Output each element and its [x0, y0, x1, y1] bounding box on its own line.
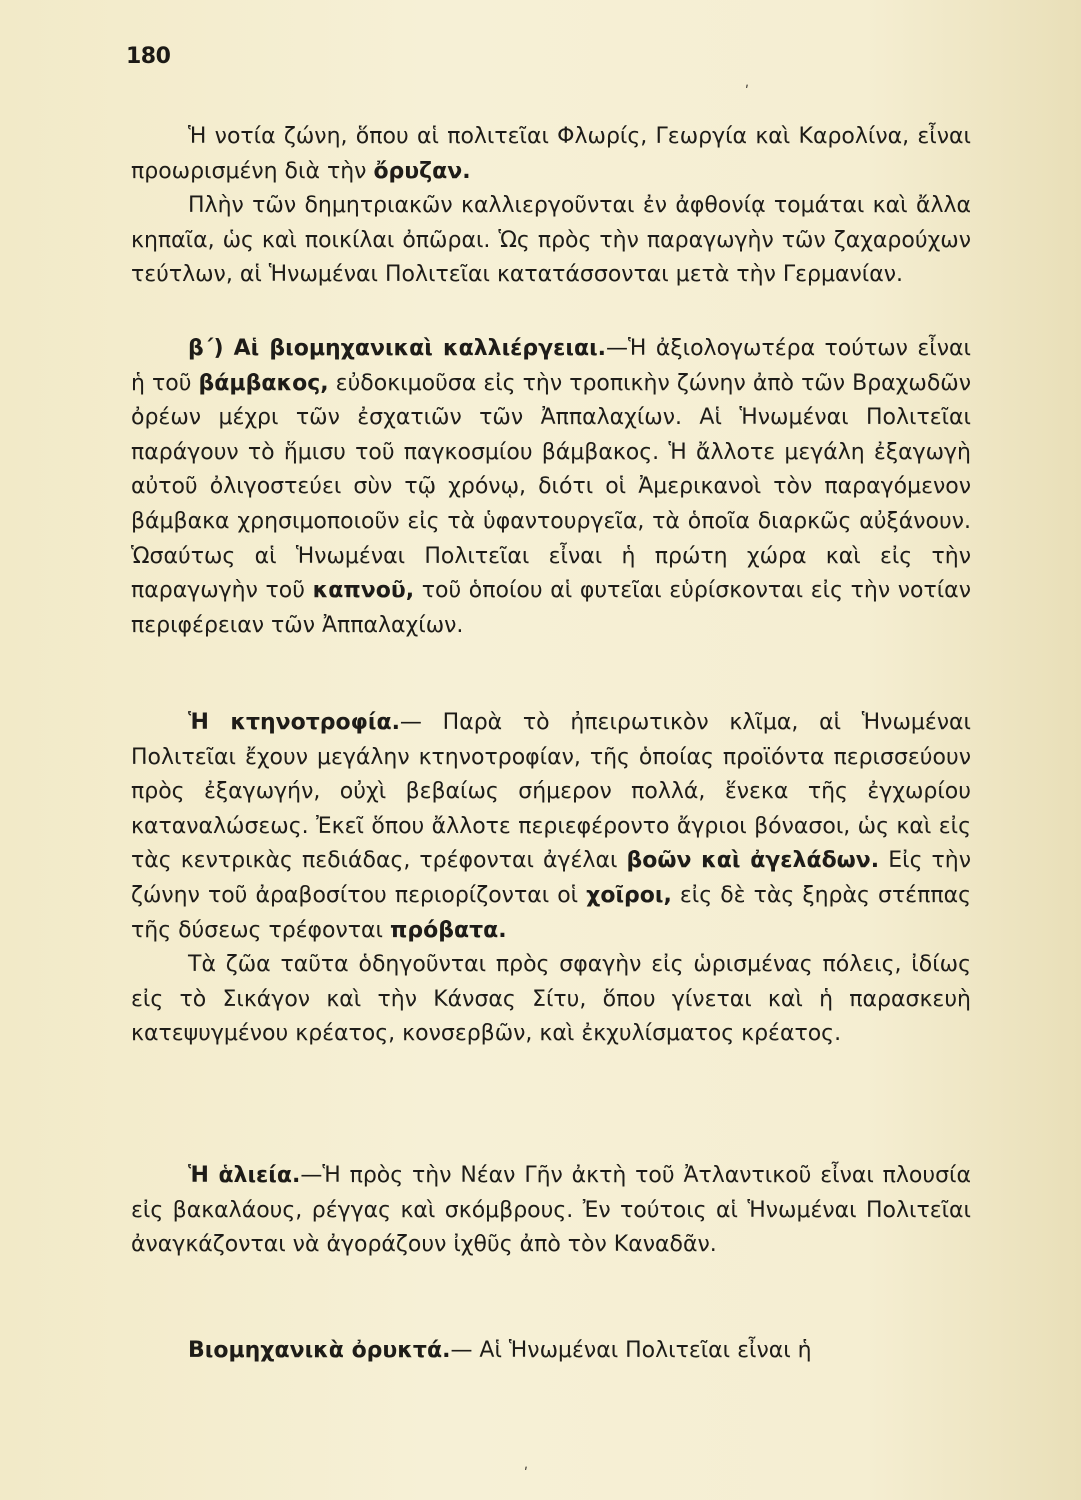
- section-fishing: [131, 1159, 971, 1263]
- section-heading: Βιομηχανικὰ ὀρυκτά.: [188, 1338, 451, 1363]
- section-heading: Ἡ κτηνοτροφία.: [188, 710, 400, 735]
- bold-term: ὄρυζαν.: [373, 158, 471, 184]
- paragraph-text: Εἰς τὴν ζώνην τοῦ ἀραβοσίτου περιορίζονται οἱ: [131, 848, 972, 908]
- section-minerals: [131, 1334, 971, 1369]
- section-livestock: [131, 706, 971, 1052]
- section-heading: Ἡ ἁλιεία.: [188, 1163, 301, 1188]
- paragraph: [131, 1159, 971, 1263]
- paragraph: [131, 706, 971, 948]
- print-speck: ʹ: [745, 84, 749, 100]
- paragraph-text: Πλὴν τῶν δημητριακῶν καλλιεργοῦνται ἐν ἀφθονίᾳ τομάται καὶ ἄλλα κηπαῖα, ὡς καὶ ποικίλαι ὀπῶραι. Ὡς πρὸς τὴν παραγωγὴν τῶν ζαχαρούχων τεύτλων, αἱ Ἡνωμέναι Πολιτεῖαι κατατάσσονται μετὰ τὴν Γερμανίαν.: [131, 193, 971, 288]
- paragraph-text: — Αἱ Ἡνωμέναι Πολιτεῖαι εἶναι ἡ: [450, 1338, 812, 1363]
- section-heading: β΄) Αἱ βιομηχανικαὶ καλλιέργειαι.: [188, 336, 607, 361]
- bold-term: καπνοῦ,: [312, 578, 415, 604]
- bold-term: χοῖροι,: [586, 882, 672, 908]
- bold-term: βάμβακος,: [198, 370, 329, 396]
- paragraph: [131, 189, 971, 293]
- paragraph-text: —Ἡ ἀξιολογωτέρα τούτων εἶναι ἡ τοῦ: [131, 336, 971, 396]
- paragraph-text: Τὰ ζῶα ταῦτα ὁδηγοῦνται πρὸς σφαγὴν εἰς ὡρισμένας πόλεις, ἰδίως εἰς τὸ Σικάγον καὶ τὴν Κάνσας Σίτυ, ὅπου γίνεται καὶ ἡ παρασκευὴ κατεψυγμένου κρέατος, κονσερβῶν, καὶ ἐκχυλίσματος κρέατος.: [131, 952, 971, 1047]
- page-number: 180: [126, 44, 171, 69]
- paragraph-text: εἰς δὲ τὰς ξηρὰς στέππας τῆς δύσεως τρέφονται: [131, 882, 971, 943]
- paragraph-text: εὐδοκιμοῦσα εἰς τὴν τροπικὴν ζώνην ἀπὸ τῶν Βραχωδῶν ὀρέων μέχρι τῶν ἐσχατιῶν τῶν Ἀππαλαχίων. Αἱ Ἡνωμέναι Πολιτεῖαι παράγουν τὸ ἥμισυ τοῦ παγκοσμίου βάμβακος. Ἡ ἄλλοτε μεγάλη ἐξαγωγὴ αὐτοῦ ὀλιγοστεύει σὺν τῷ χρόνῳ, διότι οἱ Ἀμερικανοὶ τὸν παραγόμενον βάμβακα χρησιμοποιοῦν εἰς τὰ ὑφαντουργεῖα, τὰ ὁποῖα διαρκῶς αὐξάνουν. Ὡσαύτως αἱ Ἡνωμέναι Πολιτεῖαι εἶναι ἡ πρώτη χώρα καὶ εἰς τὴν παραγωγὴν τοῦ: [131, 370, 971, 604]
- bold-term: πρόβατα.: [390, 917, 507, 943]
- paragraph: [131, 120, 971, 189]
- section-rice: [131, 120, 971, 293]
- print-speck: ʹ: [524, 1466, 528, 1482]
- paragraph: [131, 948, 971, 1052]
- bold-term: βοῶν καὶ ἀγελάδων.: [626, 848, 880, 874]
- paragraph-text: τοῦ ὁποίου αἱ φυτεῖαι εὑρίσκονται εἰς τὴν νοτίαν περιφέρειαν τῶν Ἀππαλαχίων.: [131, 578, 971, 638]
- section-industrial-crops: [131, 332, 971, 643]
- paragraph: [131, 1334, 971, 1369]
- paragraph-text: —Ἡ πρὸς τὴν Νέαν Γῆν ἀκτὴ τοῦ Ἀτλαντικοῦ εἶναι πλουσία εἰς βακαλάους, ρέγγας καὶ σκόμβρους. Ἐν τούτοις αἱ Ἡνωμέναι Πολιτεῖαι ἀναγκάζονται νὰ ἀγοράζουν ἰχθῦς ἀπὸ τὸν Καναδᾶν.: [131, 1163, 971, 1258]
- paragraph-text: — Παρὰ τὸ ἠπειρωτικὸν κλῖμα, αἱ Ἡνωμέναι Πολιτεῖαι ἔχουν μεγάλην κτηνοτροφίαν, τῆς ὁποίας προϊόντα περισσεύουν πρὸς ἐξαγωγήν, οὐχὶ βεβαίως σήμερον πολλά, ἕνεκα τῆς ἐγχωρίου καταναλώσεως. Ἐκεῖ ὅπου ἄλλοτε περιεφέροντο ἄγριοι βόνασοι, ὡς καὶ εἰς τὰς κεντρικὰς πεδιάδας, τρέφονται ἀγέλαι: [131, 710, 971, 874]
- paragraph: [131, 332, 971, 643]
- paragraph-text: Ἡ νοτία ζώνη, ὅπου αἱ πολιτεῖαι Φλωρίς, Γεωργία καὶ Καρολίνα, εἶναι προωρισμένη διὰ τὴν: [131, 124, 971, 184]
